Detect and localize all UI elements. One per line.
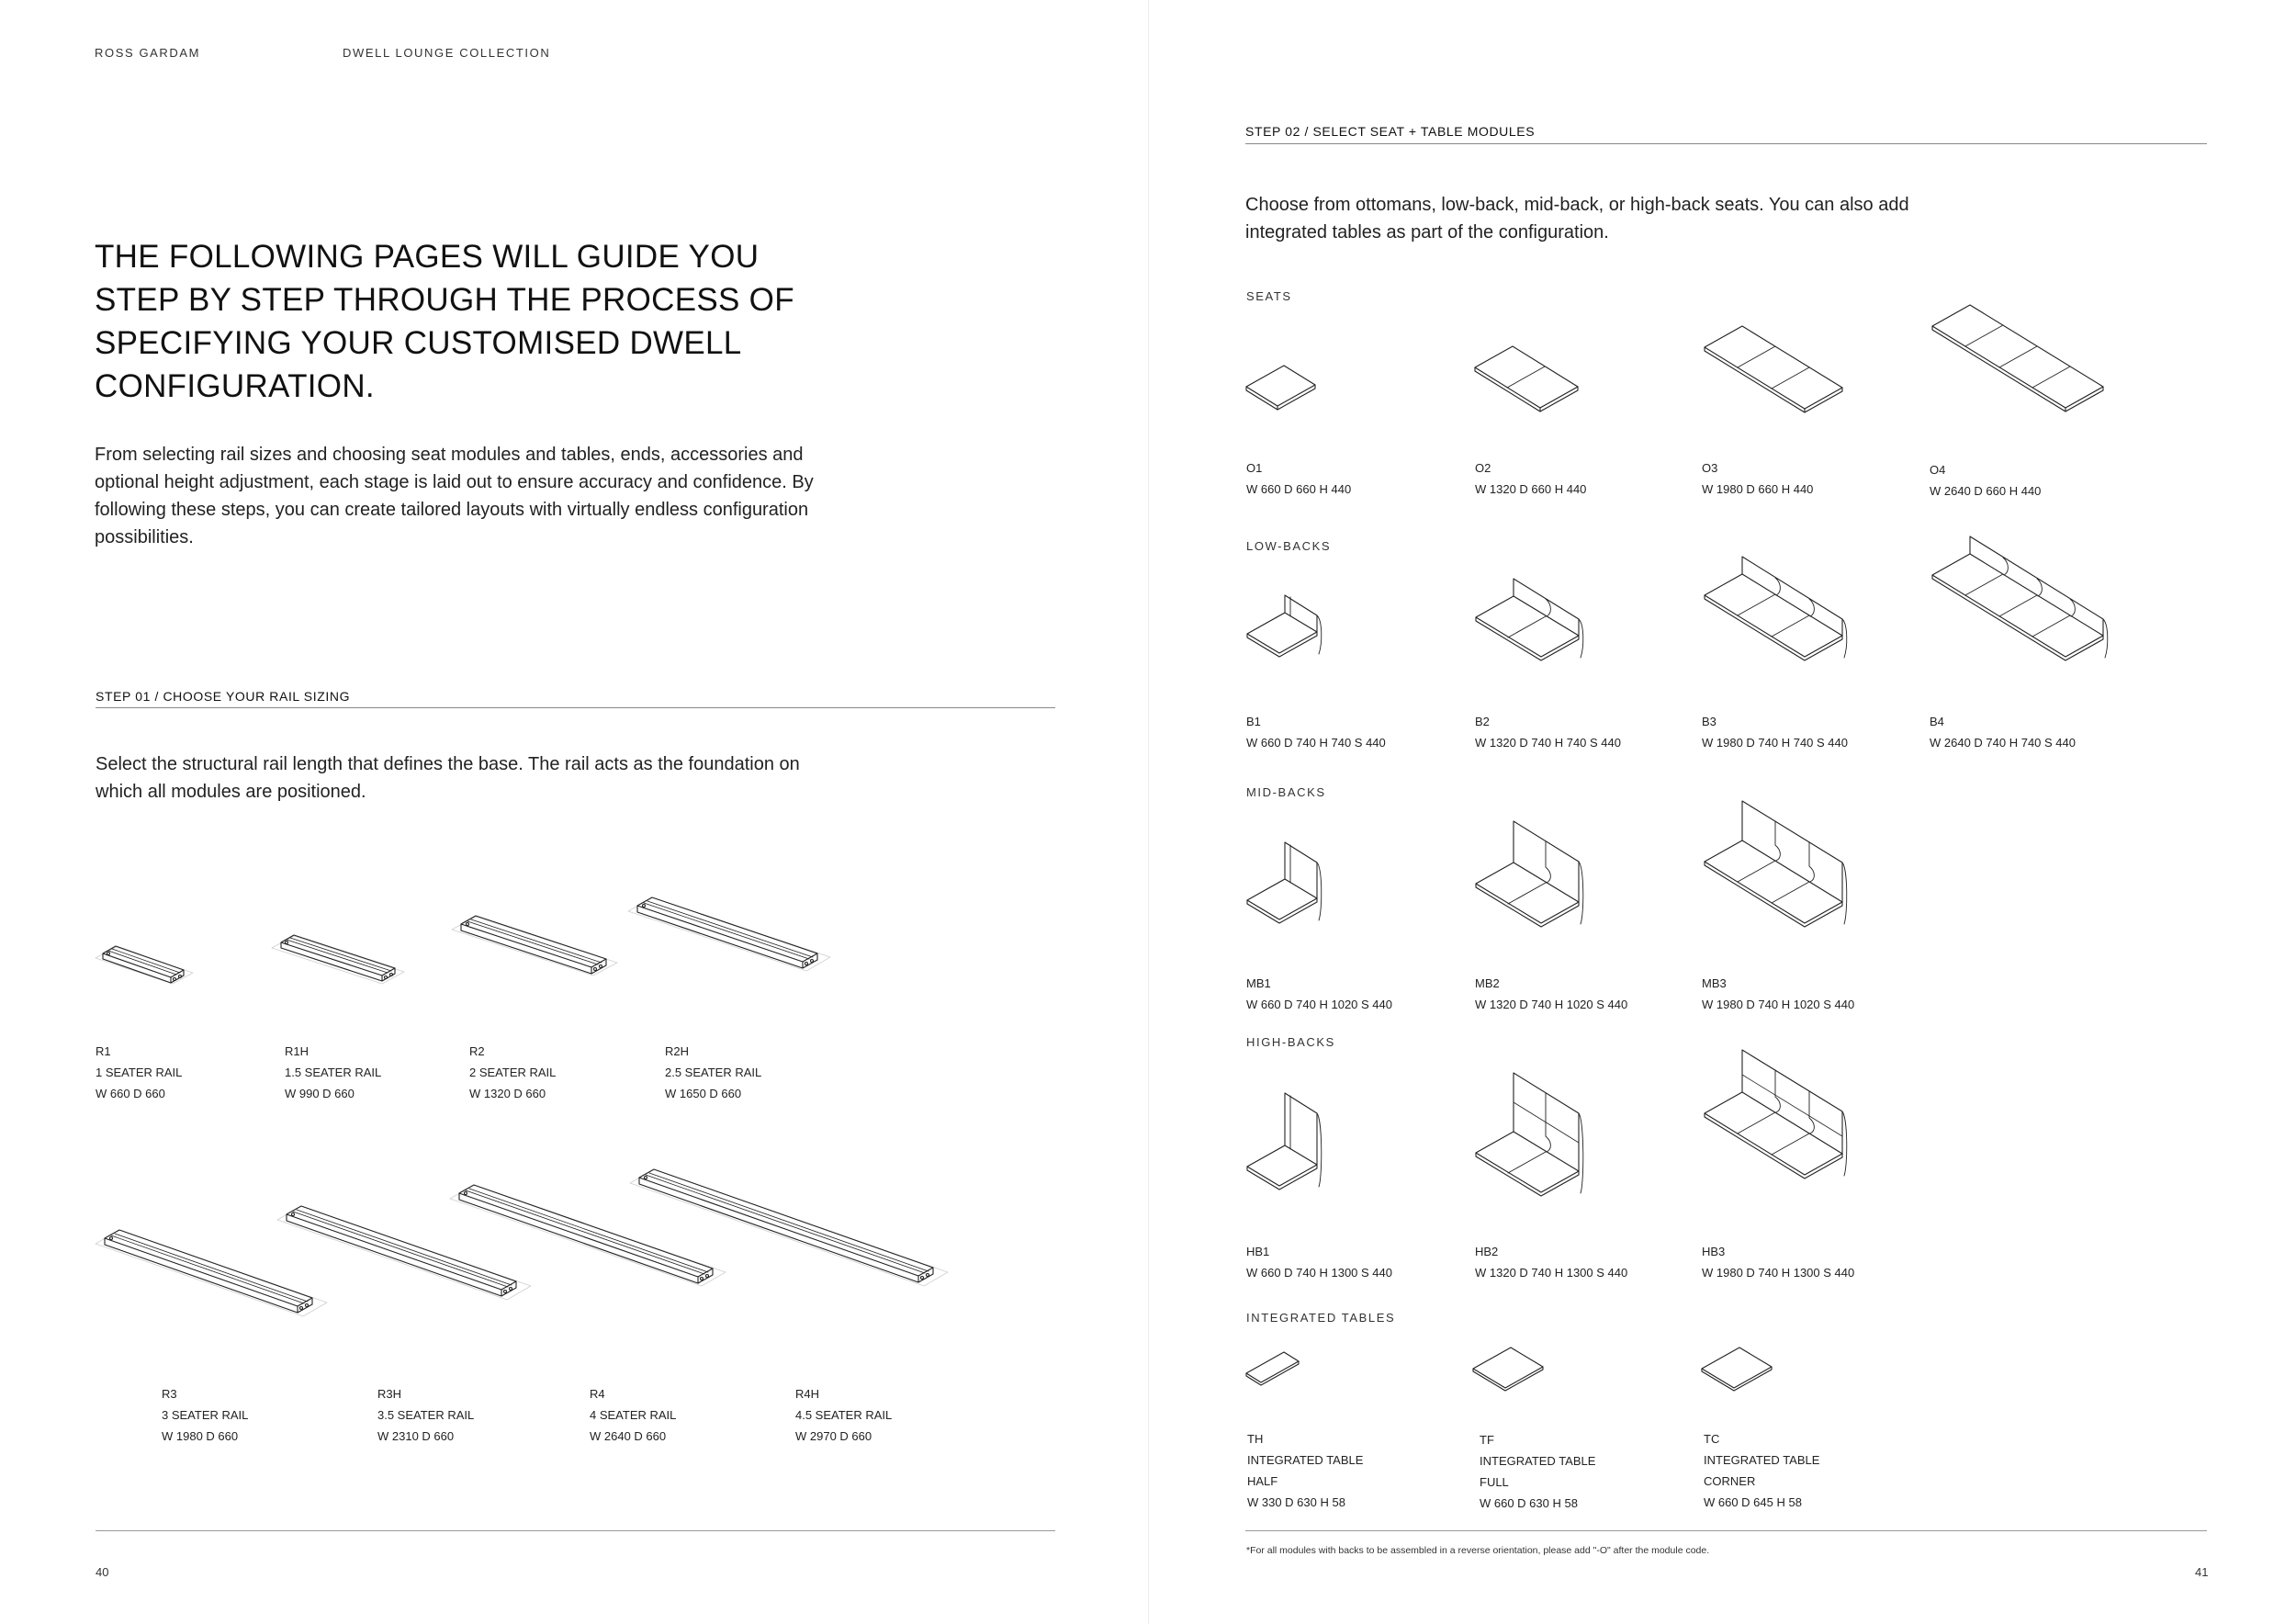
- module-dims: W 2640 D 740 H 740 S 440: [1930, 736, 2076, 750]
- module-drawing-tc: [1702, 1348, 1772, 1391]
- rail-code: R4: [590, 1387, 605, 1401]
- module-drawing-b2: [1476, 579, 1583, 660]
- module-drawing-hb1: [1247, 1093, 1322, 1190]
- rail-dims: W 2310 D 660: [377, 1429, 455, 1443]
- module-dims: W 660 D 660 H 440: [1246, 482, 1352, 496]
- module-variant: CORNER: [1704, 1474, 1756, 1488]
- rail-drawing-r1h: [272, 935, 404, 984]
- step1-desc-line: Select the structural rail length that defines the base. The rail acts as the foundation on: [96, 754, 800, 774]
- module-drawing-o2: [1475, 346, 1578, 412]
- module-dims: W 1980 D 660 H 440: [1702, 482, 1814, 496]
- module-drawing-mb1: [1247, 842, 1322, 923]
- module-variant: FULL: [1480, 1475, 1509, 1489]
- module-dims: W 1320 D 740 H 1300 S 440: [1475, 1266, 1628, 1280]
- module-name: INTEGRATED TABLE: [1480, 1454, 1596, 1468]
- module-drawing-b3: [1705, 557, 1847, 660]
- module-drawing-b1: [1247, 595, 1322, 657]
- module-code: TC: [1704, 1432, 1720, 1446]
- rail-name: 2 SEATER RAIL: [469, 1066, 557, 1079]
- brand-name: ROSS GARDAM: [95, 46, 201, 60]
- module-dims: W 330 D 630 H 58: [1247, 1495, 1345, 1509]
- module-code: O2: [1475, 461, 1491, 475]
- intro-heading-line: CONFIGURATION.: [95, 368, 375, 404]
- intro-body-line: possibilities.: [95, 527, 194, 547]
- module-dims: W 2640 D 660 H 440: [1930, 484, 2042, 498]
- module-dims: W 660 D 630 H 58: [1480, 1496, 1578, 1510]
- rail-drawing-r2: [452, 916, 617, 976]
- module-code: B3: [1702, 715, 1716, 728]
- module-drawing-tf: [1473, 1348, 1543, 1391]
- module-drawing-mb2: [1476, 821, 1583, 927]
- module-dims: W 1980 D 740 H 740 S 440: [1702, 736, 1848, 750]
- rail-code: R2: [469, 1044, 485, 1058]
- module-variant: HALF: [1247, 1474, 1278, 1488]
- rail-dims: W 990 D 660: [285, 1087, 355, 1100]
- module-code: HB3: [1702, 1245, 1726, 1258]
- category-highbacks: HIGH-BACKS: [1246, 1035, 1335, 1049]
- rail-code: R3: [162, 1387, 177, 1401]
- rail-name: 3.5 SEATER RAIL: [377, 1408, 475, 1422]
- module-drawing-mb3: [1705, 801, 1847, 927]
- module-dims: W 660 D 645 H 58: [1704, 1495, 1802, 1509]
- step2-title: STEP 02 / SELECT SEAT + TABLE MODULES: [1245, 124, 1536, 139]
- module-drawing-o1: [1246, 366, 1315, 410]
- rail-name: 3 SEATER RAIL: [162, 1408, 249, 1422]
- module-dims: W 660 D 740 H 1300 S 440: [1246, 1266, 1392, 1280]
- intro-heading-line: STEP BY STEP THROUGH THE PROCESS OF: [95, 282, 794, 318]
- rail-drawing-r3: [96, 1230, 327, 1316]
- module-code: HB1: [1246, 1245, 1270, 1258]
- intro-body-line: following these steps, you can create tailored layouts with virtually endless configuration: [95, 500, 809, 520]
- module-name: INTEGRATED TABLE: [1247, 1453, 1364, 1467]
- module-drawing-b4: [1932, 536, 2108, 660]
- module-dims: W 1320 D 660 H 440: [1475, 482, 1587, 496]
- rail-code: R4H: [795, 1387, 820, 1401]
- page-number-right: 41: [2195, 1565, 2209, 1579]
- category-seats: SEATS: [1246, 289, 1292, 303]
- module-dims: W 1320 D 740 H 1020 S 440: [1475, 998, 1628, 1011]
- rail-dims: W 2970 D 660: [795, 1429, 872, 1443]
- module-code: MB3: [1702, 976, 1727, 990]
- module-dims: W 1320 D 740 H 740 S 440: [1475, 736, 1621, 750]
- module-code: HB2: [1475, 1245, 1499, 1258]
- module-name: INTEGRATED TABLE: [1704, 1453, 1820, 1467]
- module-code: TH: [1247, 1432, 1264, 1446]
- intro-heading-line: SPECIFYING YOUR CUSTOMISED DWELL: [95, 325, 742, 361]
- step1-desc-line: which all modules are positioned.: [96, 782, 366, 802]
- page-number-left: 40: [96, 1565, 109, 1579]
- rail-dims: W 2640 D 660: [590, 1429, 667, 1443]
- rail-dims: W 1320 D 660: [469, 1087, 546, 1100]
- module-drawing-hb3: [1705, 1050, 1847, 1179]
- rail-name: 4.5 SEATER RAIL: [795, 1408, 893, 1422]
- rail-drawing-r4h: [630, 1169, 948, 1286]
- intro-body-line: optional height adjustment, each stage is laid out to ensure accuracy and confidence. By: [95, 472, 814, 492]
- rail-code: R1: [96, 1044, 111, 1058]
- rail-drawing-r1: [96, 946, 193, 984]
- module-code: O3: [1702, 461, 1718, 475]
- module-code: MB2: [1475, 976, 1500, 990]
- module-code: B2: [1475, 715, 1490, 728]
- step2-desc-line: integrated tables as part of the configuration.: [1245, 222, 1609, 242]
- module-drawing-o3: [1705, 326, 1842, 412]
- rail-name: 4 SEATER RAIL: [590, 1408, 677, 1422]
- rail-code: R3H: [377, 1387, 402, 1401]
- rail-dims: W 1980 D 660: [162, 1429, 239, 1443]
- collection-name: DWELL LOUNGE COLLECTION: [343, 46, 551, 60]
- category-midbacks: MID-BACKS: [1246, 785, 1326, 799]
- module-code: O1: [1246, 461, 1263, 475]
- module-dims: W 660 D 740 H 740 S 440: [1246, 736, 1386, 750]
- module-code: O4: [1930, 463, 1946, 477]
- step2-desc-line: Choose from ottomans, low-back, mid-back, or high-back seats. You can also add: [1245, 195, 1909, 215]
- rail-code: R2H: [665, 1044, 690, 1058]
- rail-code: R1H: [285, 1044, 310, 1058]
- module-code: B4: [1930, 715, 1944, 728]
- module-code: MB1: [1246, 976, 1271, 990]
- module-dims: W 1980 D 740 H 1300 S 440: [1702, 1266, 1855, 1280]
- rail-drawing-r3h: [277, 1206, 531, 1300]
- footnote: *For all modules with backs to be assembled in a reverse orientation, please add "-O" after the module code.: [1246, 1545, 1710, 1556]
- rail-dims: W 1650 D 660: [665, 1087, 742, 1100]
- intro-heading-line: THE FOLLOWING PAGES WILL GUIDE YOU: [95, 239, 760, 275]
- rail-dims: W 660 D 660: [96, 1087, 165, 1100]
- rail-name: 1.5 SEATER RAIL: [285, 1066, 382, 1079]
- rail-drawing-r2h: [628, 897, 830, 971]
- module-drawing-hb2: [1476, 1073, 1583, 1196]
- intro-body-line: From selecting rail sizes and choosing seat modules and tables, ends, accessories and: [95, 445, 804, 465]
- module-drawing-o4: [1932, 305, 2103, 412]
- category-lowbacks: LOW-BACKS: [1246, 539, 1332, 553]
- module-drawing-th: [1246, 1352, 1299, 1385]
- module-code: TF: [1480, 1433, 1494, 1447]
- module-code: B1: [1246, 715, 1261, 728]
- module-dims: W 660 D 740 H 1020 S 440: [1246, 998, 1392, 1011]
- step1-title: STEP 01 / CHOOSE YOUR RAIL SIZING: [96, 689, 351, 704]
- rail-name: 1 SEATER RAIL: [96, 1066, 183, 1079]
- module-dims: W 1980 D 740 H 1020 S 440: [1702, 998, 1855, 1011]
- rail-name: 2.5 SEATER RAIL: [665, 1066, 762, 1079]
- category-tables: INTEGRATED TABLES: [1246, 1311, 1396, 1325]
